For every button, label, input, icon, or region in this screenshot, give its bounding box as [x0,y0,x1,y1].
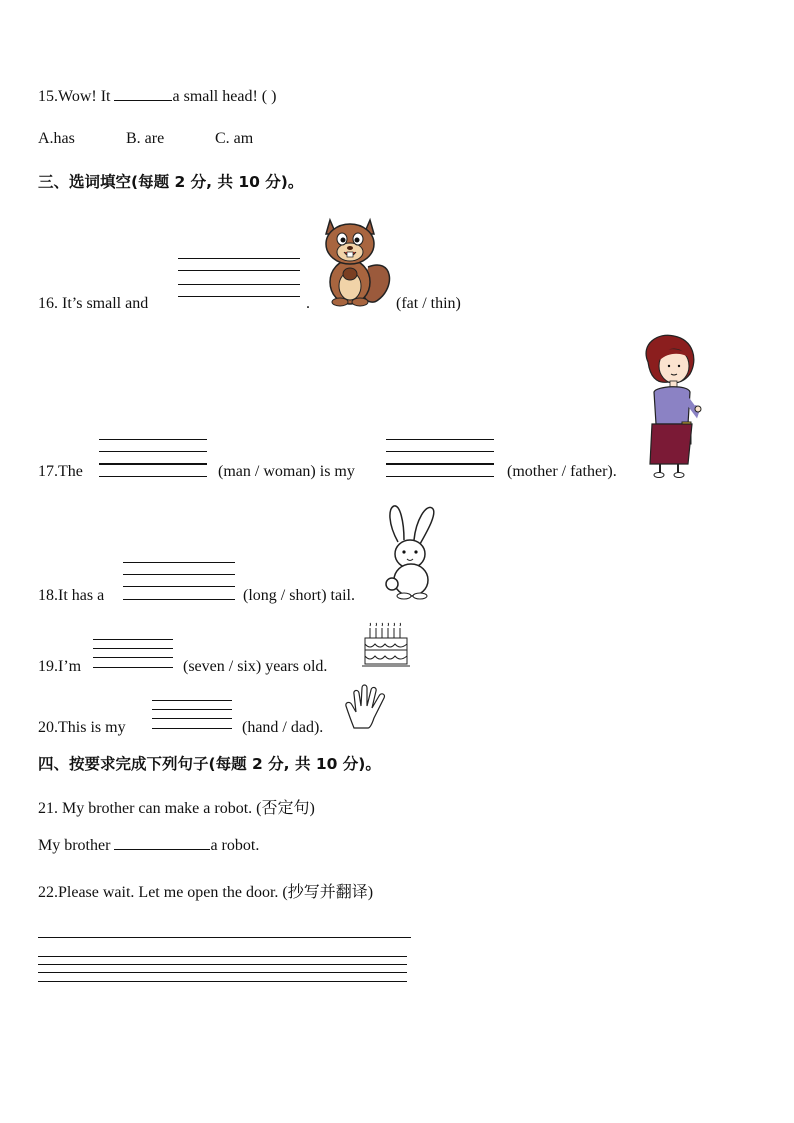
section-4-title: 四、按要求完成下列句子(每题 2 分, 共 10 分)。 [38,755,381,773]
q17-prefix: 17.The [38,463,83,480]
q15-answer-blank[interactable] [114,88,172,101]
q16-prefix: 16. It’s small and [38,295,149,312]
q20-choice: (hand / dad). [242,719,324,736]
question-15 [38,88,276,106]
q15-option-a[interactable]: A.has [38,130,75,147]
q21-answer-blank[interactable] [114,837,210,850]
q18-writing-lines[interactable] [123,562,235,602]
q21-answer-suffix: a robot. [210,837,260,854]
q22-sentence: 22.Please wait. Let me open the door. (抄写并翻译) [38,884,374,901]
q19-writing-lines[interactable] [93,639,173,671]
q16-period: . [306,295,310,312]
q17-writing-lines-1[interactable] [99,439,207,479]
rabbit-icon [384,504,440,600]
q20-writing-lines[interactable] [152,700,232,732]
q15-suffix: a small head! ( ) [172,88,277,105]
woman-icon [638,334,702,479]
q21-answer-line [38,837,259,855]
birthday-cake-icon [362,624,410,672]
q17-choice: (mother / father). [507,463,617,480]
q22-translation-line[interactable] [38,937,411,939]
q19-choice: (seven / six) years old. [183,658,328,675]
squirrel-icon [318,212,390,308]
q18-prefix: 18.It has a [38,587,105,604]
q21-answer-prefix: My brother [38,837,115,854]
q18-choice: (long / short) tail. [243,587,355,604]
q16-choice: (fat / thin) [396,295,461,312]
q15-prefix: 15.Wow! It [38,88,115,105]
q17-middle: (man / woman) is my [218,463,355,480]
q16-writing-lines[interactable] [178,258,300,300]
section-3-title: 三、选词填空(每题 2 分, 共 10 分)。 [38,173,304,191]
q17-writing-lines-2[interactable] [386,439,494,479]
q22-copy-lines[interactable] [38,956,407,986]
q15-option-c[interactable]: C. am [215,130,254,147]
q21-sentence: 21. My brother can make a robot. (否定句) [38,800,315,817]
hand-icon [344,682,390,730]
q15-option-b[interactable]: B. are [126,130,165,147]
q19-prefix: 19.I’m [38,658,82,675]
q20-prefix: 20.This is my [38,719,126,736]
